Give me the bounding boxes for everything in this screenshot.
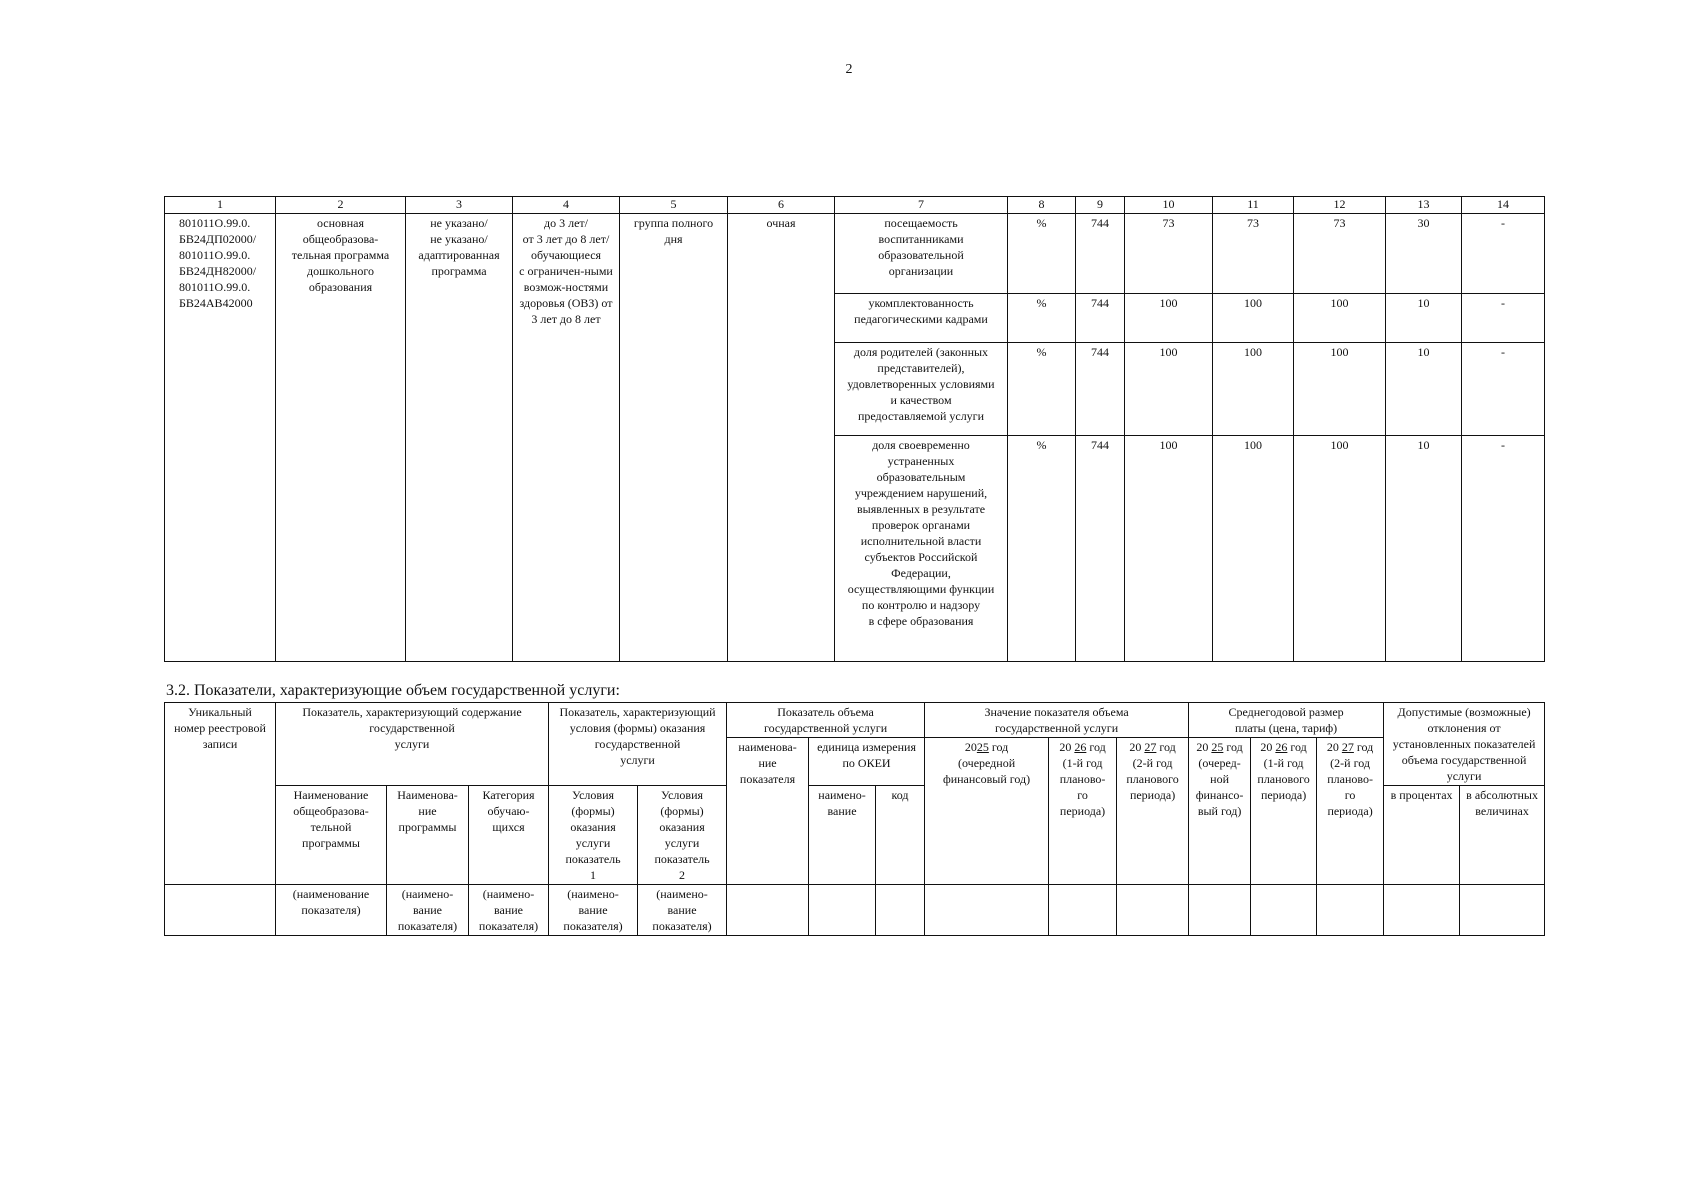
column-number: 13 [1386,197,1462,214]
empty-cell [1317,885,1384,936]
value-2027-cell: 100 [1294,343,1386,436]
year-prefix: 20 [1196,740,1209,754]
program-name-header: Наименова- ние программы [387,786,469,885]
condition-2-header: Условия (формы) оказания услуги показатель 2 [638,786,727,885]
value-2025-note: (очередной финансовый год) [942,756,1031,786]
deviation-absolute-cell: - [1462,294,1545,343]
deviation-percent-cell: 10 [1386,436,1462,662]
column-number: 6 [728,197,835,214]
value-2027-cell: 73 [1294,214,1386,294]
empty-cell [1049,885,1117,936]
okei-code-cell: 744 [1076,214,1125,294]
indicator-name-subheader: (наимено- вание показателя) [469,885,549,936]
year-suffix: год [1089,740,1106,754]
education-program-header: Наименование общеобразова- тельной программы [276,786,387,885]
year-suffix: год [1356,740,1374,754]
registry-number-cell: 801011О.99.0. БВ24ДП02000/ 801011О.99.0. БВ24ДН82000/ 801011О.99.0. БВ24АВ42000 [165,214,276,662]
year-2025: 25 [1211,740,1224,754]
price-2027-note: (2-й год планово- го периода) [1327,756,1373,818]
deviation-absolute-header: в абсолютных величинах [1460,786,1545,885]
year-prefix: 20 [1326,740,1339,754]
unit-code-header: код [876,786,925,885]
empty-cell [1384,885,1460,936]
indicator-name-cell: укомплектованность педагогическими кадрами [835,294,1008,343]
empty-cell [1460,885,1545,936]
value-2026-header [1049,738,1117,885]
registry-number-header: Уникальный номер реестровой записи [165,703,276,885]
page-number: 2 [845,62,853,77]
value-2026-cell: 73 [1213,214,1294,294]
column-number: 1 [165,197,276,214]
column-number: 12 [1294,197,1386,214]
empty-cell [1117,885,1189,936]
empty-cell [876,885,925,936]
column-number: 8 [1008,197,1076,214]
deviation-percent-cell: 30 [1386,214,1462,294]
column-number: 5 [620,197,728,214]
value-2025-cell: 100 [1125,294,1213,343]
deviation-percent-cell: 10 [1386,343,1462,436]
deviation-percent-cell: 10 [1386,294,1462,343]
indicator-name-subheader: (наименование показателя) [276,885,387,936]
deviation-absolute-cell: - [1462,214,1545,294]
column-number: 11 [1213,197,1294,214]
indicator-name-cell: посещаемость воспитанниками образовательной организации [835,214,1008,294]
okei-code-cell: 744 [1076,294,1125,343]
price-2026-note: (1-й год планового периода) [1257,756,1310,802]
column-number: 3 [406,197,513,214]
unit-cell: % [1008,214,1076,294]
unit-cell: % [1008,343,1076,436]
condition-1-header: Условия (формы) оказания услуги показатель 1 [549,786,638,885]
value-2026-cell: 100 [1213,436,1294,662]
program-cell: основная общеобразова- тельная программа дошкольного образования [276,214,406,662]
empty-cell [727,885,809,936]
year-2026: 26 [1275,740,1288,754]
column-number: 10 [1125,197,1213,214]
unit-name-header: наимено- вание [809,786,876,885]
column-number: 2 [276,197,406,214]
year-prefix: 20 [964,740,977,754]
quality-indicators-table [164,196,1545,662]
okei-unit-header: единица измерения по ОКЕИ [809,738,925,786]
value-2025-cell: 73 [1125,214,1213,294]
deviation-percent-header: в процентах [1384,786,1460,885]
empty-cell [925,885,1049,936]
okei-code-cell: 744 [1076,343,1125,436]
price-2025-header [1189,738,1251,885]
value-2026-cell: 100 [1213,294,1294,343]
form-cell: очная [728,214,835,662]
year-suffix: год [1159,740,1176,754]
empty-cell [809,885,876,936]
annual-price-header: Среднегодовой размер платы (цена, тариф) [1189,703,1384,738]
column-number: 7 [835,197,1008,214]
value-2025-cell: 100 [1125,436,1213,662]
value-2025-cell: 100 [1125,343,1213,436]
empty-cell [1189,885,1251,936]
year-prefix: 20 [1059,740,1072,754]
indicator-name-subheader: (наимено- вание показателя) [549,885,638,936]
volume-values-header: Значение показателя объема государственной услуги [925,703,1189,738]
year-prefix: 20 [1260,740,1273,754]
age-cell: до 3 лет/ от 3 лет до 8 лет/ обучающиеся с ограничен-ными возмож-ностями здоровья (ОВЗ) от 3 лет до 8 лет [513,214,620,662]
column-number: 14 [1462,197,1545,214]
year-2025: 25 [976,740,989,754]
value-2027-cell: 100 [1294,294,1386,343]
subheader-row [165,885,1545,936]
value-2027-header [1117,738,1189,885]
value-2025-header [925,738,1049,885]
price-2025-note: (очеред- ной финансо- вый год) [1195,756,1244,818]
volume-indicator-header: Показатель объема государственной услуги [727,703,925,738]
table-row [165,214,1545,294]
empty-cell [1251,885,1317,936]
year-suffix: год [1226,740,1243,754]
indicator-name-subheader: (наимено- вание показателя) [638,885,727,936]
value-2026-cell: 100 [1213,343,1294,436]
year-suffix: год [1290,740,1307,754]
content-indicator-header: Показатель, характеризующий содержание государственной услуги [276,703,549,786]
indicator-name-header: наименова- ние показателя [727,738,809,885]
year-suffix: год [991,740,1009,754]
deviation-absolute-cell: - [1462,343,1545,436]
price-2026-header [1251,738,1317,885]
allowed-deviation-header: Допустимые (возможные) отклонения от установленных показателей объема государственной услуги [1384,703,1545,786]
deviation-absolute-cell: - [1462,436,1545,662]
indicator-name-subheader: (наимено- вание показателя) [387,885,469,936]
year-2027: 27 [1144,740,1157,754]
category-cell: не указано/ не указано/ адаптированная программа [406,214,513,662]
unit-cell: % [1008,436,1076,662]
year-prefix: 20 [1129,740,1142,754]
value-2027-note: (2-й год планового периода) [1126,756,1179,802]
value-2027-cell: 100 [1294,436,1386,662]
stay-type-cell: группа полного дня [620,214,728,662]
header-row [165,703,1545,738]
empty-cell [165,885,276,936]
indicator-name-cell: доля родителей (законных представителей), удовлетворенных условиями и качеством предоставляемой услуги [835,343,1008,436]
year-2027: 27 [1341,740,1354,754]
indicator-name-cell: доля своевременно устраненных образовательным учреждением нарушений, выявленных в результате проверок органами исполнительной власти субъектов Российской Федерации, осуществляющими функции по контролю и надзору в сфере образования [835,436,1008,662]
okei-code-cell: 744 [1076,436,1125,662]
year-2026: 26 [1074,740,1087,754]
column-number-row [165,197,1545,214]
student-category-header: Категория обучаю- щихся [469,786,549,885]
section-title: 3.2. Показатели, характеризующие объем государственной услуги: [166,682,620,699]
price-2027-header [1317,738,1384,885]
column-number: 9 [1076,197,1125,214]
volume-indicators-table [164,702,1545,936]
column-number: 4 [513,197,620,214]
value-2026-note: (1-й год планово- го периода) [1059,756,1106,818]
conditions-indicator-header: Показатель, характеризующий условия (формы) оказания государственной услуги [549,703,727,786]
unit-cell: % [1008,294,1076,343]
